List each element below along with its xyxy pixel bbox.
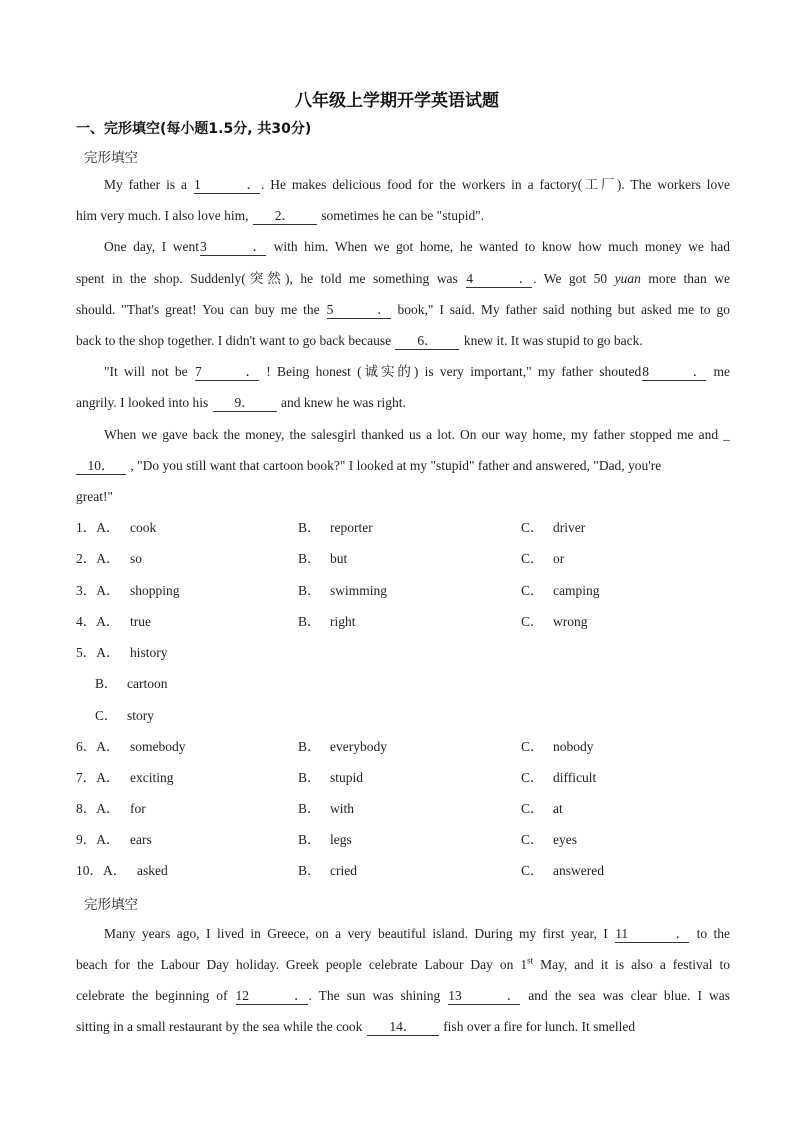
- q3-label-b: B．: [298, 583, 321, 598]
- q6-option-b[interactable]: everybody: [330, 739, 387, 754]
- q8-option-a[interactable]: for: [130, 801, 146, 816]
- passage1-line-4: spent in the shop. Suddenly(突然), he told me something was 4．. We got 50 yuan more than we: [76, 271, 730, 286]
- passage1-line-5: should. "That's great! You can buy me the 5． book," I said. My father said nothing but asked me to go: [76, 302, 730, 317]
- q10-label-c: C．: [521, 863, 544, 878]
- q3-option-c[interactable]: camping: [553, 583, 600, 598]
- q8-label-b: B．: [298, 801, 321, 816]
- q3-option-b[interactable]: swimming: [330, 583, 388, 598]
- q4-option-a[interactable]: true: [130, 614, 151, 629]
- blank-3: 3．: [200, 239, 266, 254]
- passage1-line-9: When we gave back the money, the salesgirl thanked us a lot. On our way home, my father stopped me and _: [104, 427, 730, 442]
- q3-label-c: C．: [521, 583, 544, 598]
- q2-label-b: B．: [298, 551, 321, 566]
- q7-option-a[interactable]: exciting: [130, 770, 174, 785]
- q6-option-c[interactable]: nobody: [553, 739, 594, 754]
- passage1-line-2: him very much. I also love him, 2． sometimes he can be "stupid".: [76, 208, 485, 223]
- blank-6: 6．: [395, 333, 459, 350]
- passage2-line-1: Many years ago, I lived in Greece, on a very beautiful island. During my first year, I 11． to the: [104, 926, 730, 941]
- q1-label-b: B．: [298, 520, 321, 535]
- q1-option-c[interactable]: driver: [553, 520, 586, 535]
- q9-number: 9．A．: [76, 832, 120, 847]
- passage2-line-3: celebrate the beginning of 12．. The sun was shining 13． and the sea was clear blue. I was: [76, 988, 730, 1003]
- q2-number: 2．A．: [76, 551, 120, 566]
- passage1-line-8: angrily. I looked into his 9． and knew he was right.: [76, 395, 406, 410]
- q8-option-b[interactable]: with: [330, 801, 355, 816]
- q10-number: 10．A．: [76, 863, 127, 878]
- q6-label-c: C．: [521, 739, 544, 754]
- q7-option-c[interactable]: difficult: [553, 770, 597, 785]
- blank-13: 13．: [448, 988, 521, 1003]
- blank-2: 2．: [253, 208, 317, 225]
- q4-label-c: C．: [521, 614, 544, 629]
- q6-option-a[interactable]: somebody: [130, 739, 186, 754]
- q3-option-a[interactable]: shopping: [130, 583, 180, 598]
- passage2-line-4: sitting in a small restaurant by the sea while the cook 14． fish over a fire for lunch. It smelled: [76, 1019, 636, 1034]
- q10-option-b[interactable]: cried: [330, 863, 357, 878]
- q5-label-c: C．: [95, 708, 118, 723]
- q2-label-c: C．: [521, 551, 544, 566]
- blank-9: 9．: [213, 395, 277, 412]
- page-title: 八年级上学期开学英语试题: [295, 91, 499, 111]
- q8-label-c: C．: [521, 801, 544, 816]
- q1-number: 1．A．: [76, 520, 120, 535]
- blank-1: 1．: [193, 177, 260, 192]
- q9-option-c[interactable]: eyes: [553, 832, 577, 847]
- passage1-line-7: "It will not be 7． ! Being honest (诚实的) is very important," my father shouted8． me: [104, 364, 730, 379]
- q7-label-b: B．: [298, 770, 321, 785]
- q4-option-c[interactable]: wrong: [553, 614, 588, 629]
- q4-option-b[interactable]: right: [330, 614, 356, 629]
- q10-option-a[interactable]: asked: [137, 863, 168, 878]
- q3-number: 3．A．: [76, 583, 120, 598]
- q2-option-a[interactable]: so: [130, 551, 143, 566]
- q8-number: 8．A．: [76, 801, 120, 816]
- passage1-line-10: 10． , "Do you still want that cartoon book?" I looked at my "stupid" father and answered, "Dad, you're: [76, 456, 730, 476]
- q1-option-b[interactable]: reporter: [330, 520, 373, 535]
- blank-10: 10．: [76, 458, 126, 475]
- passage2-line-2: beach for the Labour Day holiday. Greek people celebrate Labour Day on 1st May, and it is also a festival to: [76, 955, 731, 972]
- q7-option-b[interactable]: stupid: [330, 770, 364, 785]
- q6-number: 6．A．: [76, 739, 120, 754]
- q8-option-c[interactable]: at: [553, 801, 563, 816]
- q5-option-c[interactable]: story: [127, 708, 154, 723]
- q9-label-b: B．: [298, 832, 321, 847]
- blank-5: 5．: [326, 302, 391, 317]
- q9-option-b[interactable]: legs: [330, 832, 352, 847]
- q5-option-b[interactable]: cartoon: [127, 676, 168, 691]
- section-heading: 一、完形填空(每小题1.5分, 共30分): [76, 121, 312, 137]
- q9-label-c: C．: [521, 832, 544, 847]
- passage1-line-6: back to the shop together. I didn't want to go back because 6． knew it. It was stupid to go back.: [76, 333, 643, 348]
- passage1-line-3: One day, I went3． with him. When we got home, he wanted to know how much money we had: [104, 239, 730, 254]
- q2-option-c[interactable]: or: [553, 551, 565, 566]
- q5-option-a[interactable]: history: [130, 645, 168, 660]
- blank-7: 7．: [194, 364, 259, 379]
- passage1-line-11: great!": [76, 489, 113, 504]
- passage1-line-1: My father is a 1．. He makes delicious food for the workers in a factory(工厂). The workers love: [104, 177, 730, 192]
- blank-11: 11．: [615, 926, 690, 941]
- q2-option-b[interactable]: but: [330, 551, 348, 566]
- q6-label-b: B．: [298, 739, 321, 754]
- q1-option-a[interactable]: cook: [130, 520, 157, 535]
- q9-option-a[interactable]: ears: [130, 832, 152, 847]
- q10-label-b: B．: [298, 863, 321, 878]
- blank-12: 12．: [235, 988, 308, 1003]
- q5-label-b: B．: [95, 676, 118, 691]
- q7-number: 7．A．: [76, 770, 120, 785]
- q10-option-c[interactable]: answered: [553, 863, 604, 878]
- q5-number: 5．A．: [76, 645, 120, 660]
- blank-14: 14．: [367, 1019, 439, 1036]
- q4-number: 4．A．: [76, 614, 120, 629]
- passage2-label: 完形填空: [84, 897, 138, 913]
- blank-4: 4．: [466, 271, 533, 286]
- q1-label-c: C．: [521, 520, 544, 535]
- passage1-label: 完形填空: [84, 150, 138, 166]
- blank-8: 8．: [642, 364, 707, 379]
- q4-label-b: B．: [298, 614, 321, 629]
- q7-label-c: C．: [521, 770, 544, 785]
